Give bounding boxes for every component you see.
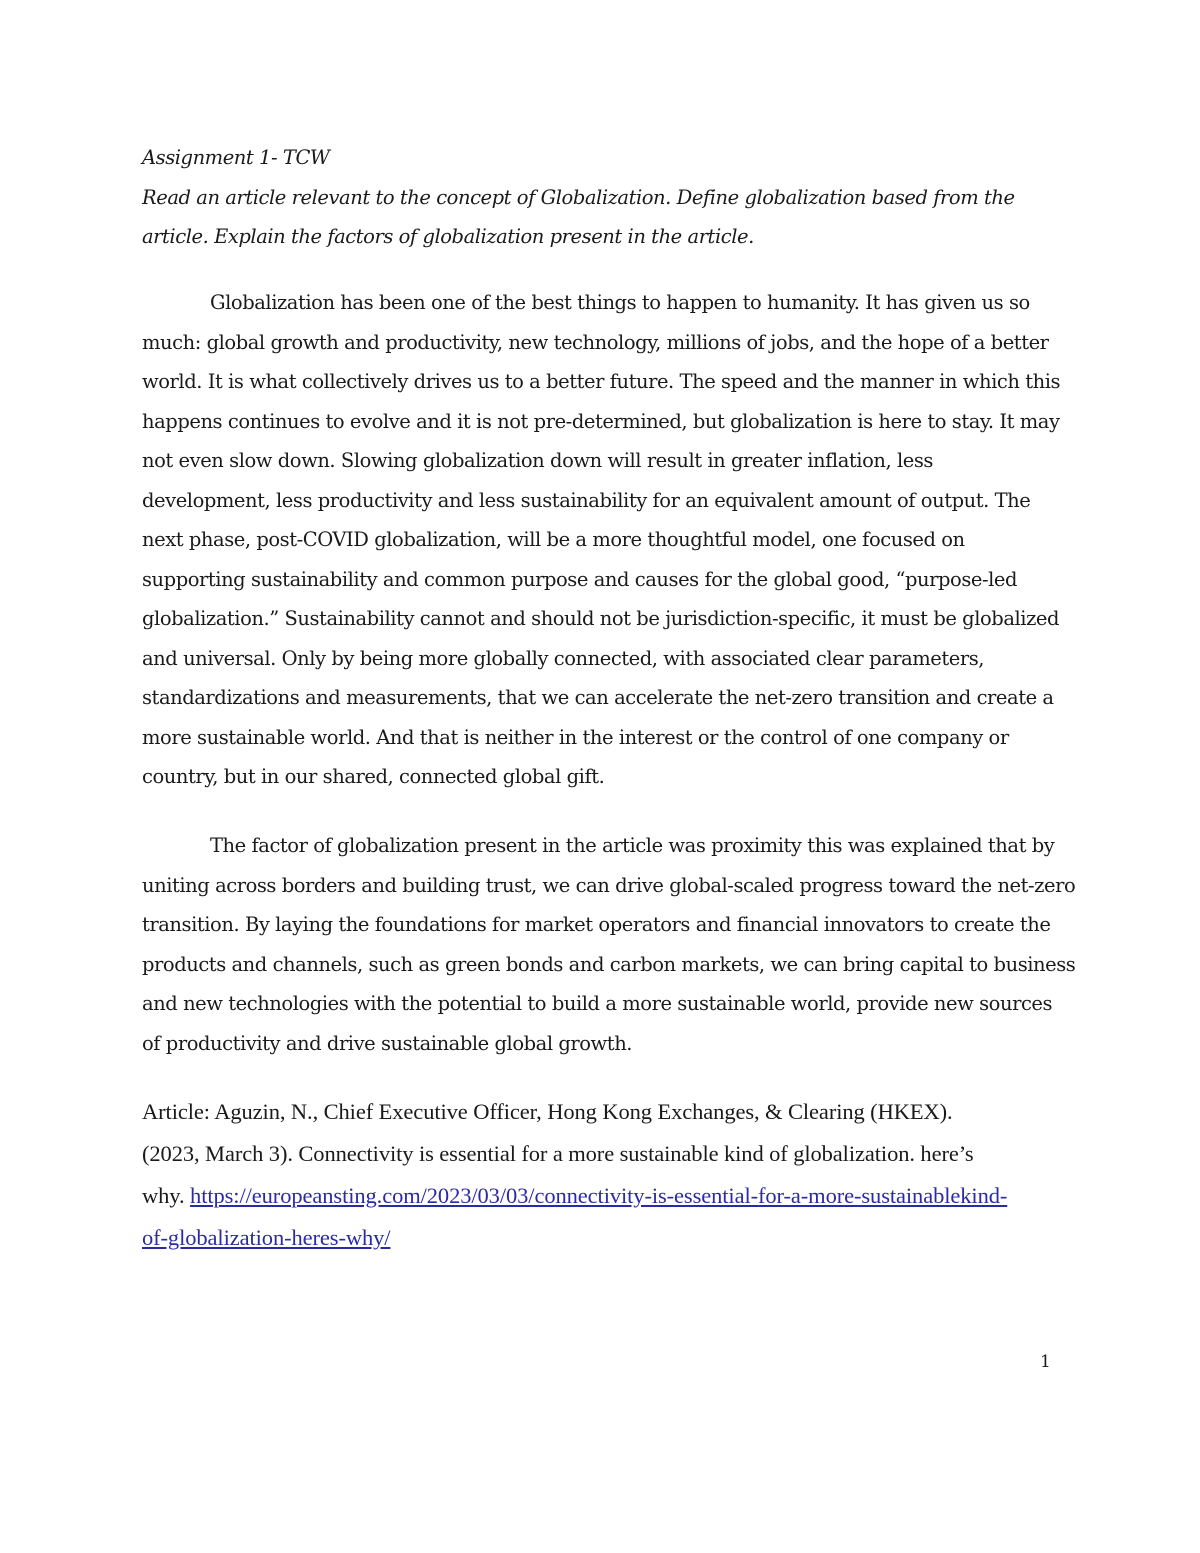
paragraph-line: and universal. Only by being more globally connected, with associated clear parameters, (142, 646, 985, 670)
article-link-part-1[interactable]: https://europeansting.com/2023/03/03/connectivity-is-essential-for-a-more-sustainablekind- (190, 1183, 1008, 1208)
assignment-title: Assignment 1- TCW (142, 146, 330, 169)
instructions-line-1: Read an article relevant to the concept of Globalization. Define globalization based from the (142, 185, 1015, 209)
paragraph-line: happens continues to evolve and it is not pre-determined, but globalization is here to stay. It may (142, 409, 1060, 433)
paragraph-line: Globalization has been one of the best things to happen to humanity. It has given us so (210, 291, 1030, 314)
paragraph-line: world. It is what collectively drives us to a better future. The speed and the manner in which this (142, 370, 1061, 393)
instructions-line-2: article. Explain the factors of globalization present in the article. (142, 225, 754, 248)
paragraph-line: much: global growth and productivity, new technology, millions of jobs, and the hope of a better (142, 330, 1049, 354)
paragraph-line: and new technologies with the potential to build a more sustainable world, provide new sources (142, 992, 1053, 1015)
paragraph-line: country, but in our shared, connected global gift. (142, 765, 605, 788)
paragraph-definition (142, 283, 1062, 797)
article-citation (142, 1091, 1062, 1259)
paragraph-line: supporting sustainability and common purpose and causes for the global good, “purpose-led (142, 567, 1018, 591)
paragraph-line: globalization.” Sustainability cannot and should not be jurisdiction-specific, it must be globalized (142, 607, 1060, 630)
citation-line-3 (142, 1175, 1062, 1217)
paragraph-line: not even slow down. Slowing globalization down will result in greater inflation, less (142, 449, 933, 472)
paragraph-line: products and channels, such as green bonds and carbon markets, we can bring capital to business (142, 952, 1076, 976)
citation-line-2: (2023, March 3). Connectivity is essential for a more sustainable kind of globalization. here’s (142, 1141, 974, 1166)
paragraph-line: The factor of globalization present in the article was proximity this was explained that by (210, 834, 1055, 857)
paragraph-line: of productivity and drive sustainable global growth. (142, 1031, 633, 1055)
assignment-heading (142, 138, 1062, 257)
paragraph-line: more sustainable world. And that is neither in the interest or the control of one company or (142, 725, 1009, 749)
citation-line-1: Article: Aguzin, N., Chief Executive Officer, Hong Kong Exchanges, & Clearing (HKEX). (142, 1099, 953, 1124)
article-link-part-2[interactable]: of-globalization-heres-why/ (142, 1225, 391, 1250)
paragraph-line: standardizations and measurements, that we can accelerate the net-zero transition and create a (142, 686, 1054, 709)
paragraph-factors (142, 826, 1076, 1063)
citation-line-4 (142, 1217, 1062, 1259)
paragraph-line: transition. By laying the foundations for market operators and financial innovators to create the (142, 913, 1051, 936)
paragraph-line: uniting across borders and building trust, we can drive global-scaled progress toward the net-zero (142, 873, 1076, 897)
citation-prefix: why. (142, 1183, 191, 1208)
paragraph-line: development, less productivity and less sustainability for an equivalent amount of output. The (142, 488, 1031, 512)
paragraph-line: next phase, post-COVID globalization, will be a more thoughtful model, one focused on (142, 528, 965, 551)
page-number: 1 (1040, 1352, 1051, 1372)
